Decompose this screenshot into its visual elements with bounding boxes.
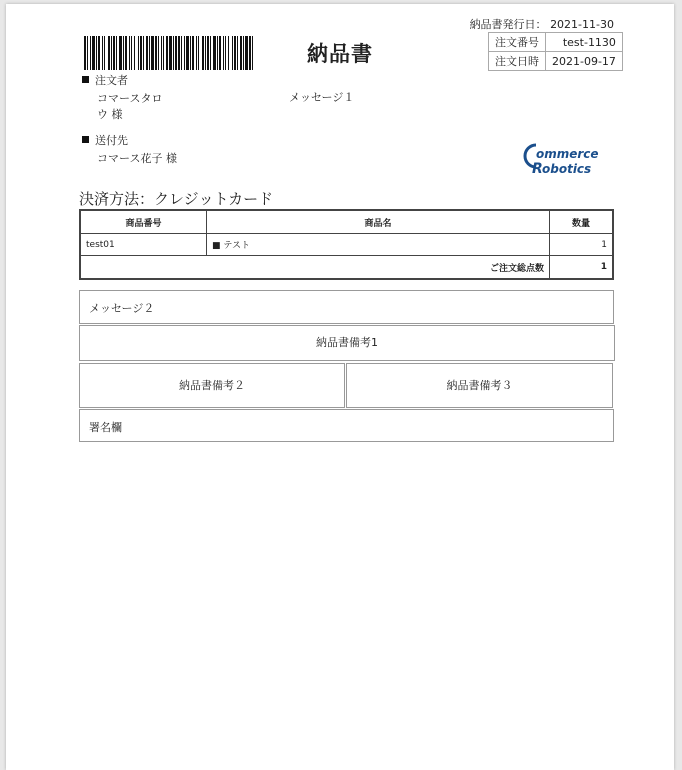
signature-box: 署名欄 [79,409,614,442]
header-product-name: 商品名 [207,210,550,234]
note-3-box: 納品書備考３ [346,363,613,408]
orderer-name-line1: コマースタロ [97,92,163,105]
table-row [80,234,613,256]
logo-text-line1: ommerce [536,147,599,161]
order-no-row [489,33,623,52]
shipping-name: コマース花子 様 [97,152,177,165]
header-product-code: 商品番号 [80,210,207,234]
issue-date-value: 2021-11-30 [550,18,614,31]
order-date-label: 注文日時 [489,52,546,71]
orderer-label: 注文者 [95,74,128,87]
items-header-row [80,210,613,234]
order-meta-table [488,32,623,71]
logo-text-line2: obotics [542,162,592,176]
total-label: ご注文総点数 [80,256,550,280]
svg-text:R: R [532,161,543,177]
shipping-heading [82,132,128,148]
order-date-value: 2021-09-17 [546,52,623,71]
product-name-cell: ■ テスト [207,234,550,256]
total-row [80,256,613,280]
commerce-robotics-logo [522,141,612,177]
orderer-name-line2: ウ 様 [97,108,123,121]
square-bullet-icon [82,76,89,83]
delivery-slip-page [6,4,674,770]
note-1-box: 納品書備考1 [79,325,615,361]
order-date-row [489,52,623,71]
product-code-cell: test01 [80,234,207,256]
document-title: 納品書 [307,42,373,66]
issue-date-label: 納品書発行日： [469,18,547,31]
order-no-label: 注文番号 [489,33,546,52]
total-value: 1 [550,256,614,280]
order-no-value: test-1130 [546,33,623,52]
orderer-name [97,91,162,123]
message-1: メッセージ１ [289,91,355,104]
items-table [79,209,614,280]
shipping-label: 送付先 [95,134,128,147]
message-2-box: メッセージ２ [79,290,614,324]
quantity-cell: 1 [550,234,614,256]
square-bullet-icon [82,136,89,143]
orderer-heading [82,72,128,88]
payment-method: 決済方法：クレジットカード [79,190,274,208]
note-2-box: 納品書備考２ [79,363,345,408]
header-quantity: 数量 [550,210,614,234]
issue-date [470,16,614,32]
